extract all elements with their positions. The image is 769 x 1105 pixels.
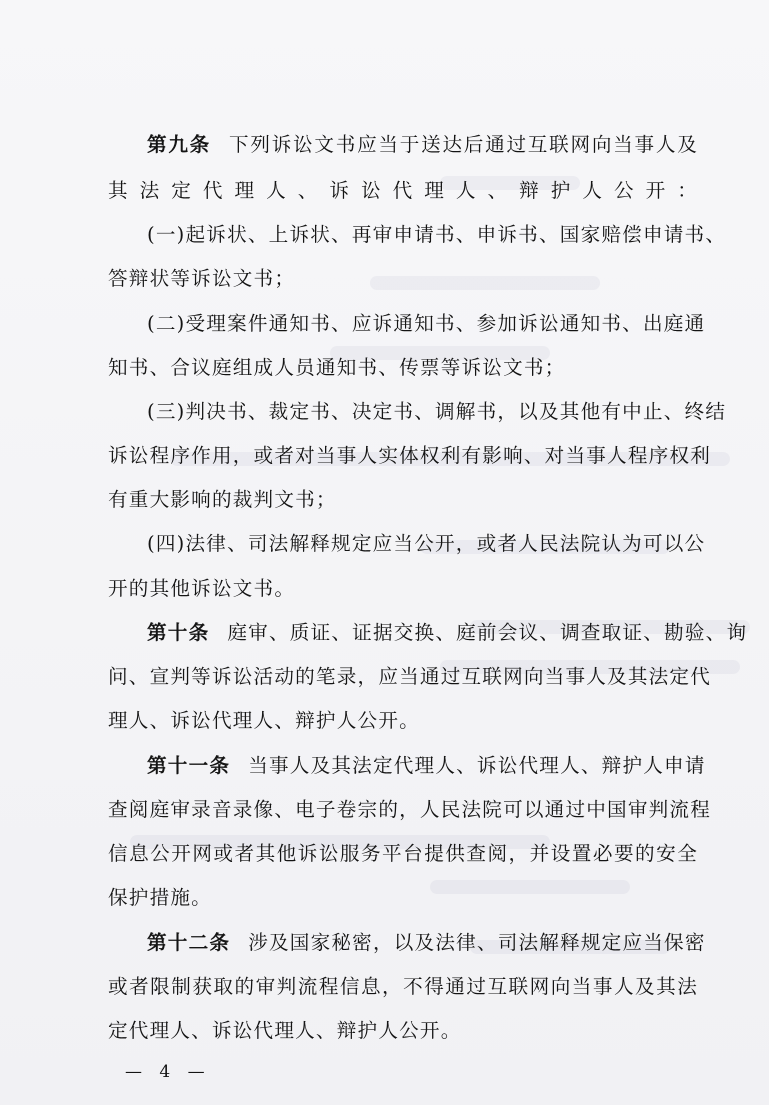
article-11-first-line — [147, 752, 706, 780]
article-11-text: 当事人及其法定代理人、诉讼代理人、辩护人申请 — [248, 754, 706, 777]
article-9-item-4-cont: 开的其他诉讼文书。 — [108, 577, 296, 600]
article-9-first-line — [147, 131, 698, 159]
article-9-item-3-cont: 诉讼程序作用，或者对当事人实体权利有影响、对当事人程序权利 — [108, 444, 712, 467]
page-number: — 4 — — [125, 1062, 211, 1082]
article-9-item-2-cont: 知书、合议庭组成人员通知书、传票等诉讼文书； — [108, 356, 566, 379]
article-10-line: 问、宣判等诉讼活动的笔录，应当通过互联网向当事人及其法定代 — [108, 665, 712, 688]
article-11-line: 信息公开网或者其他诉讼服务平台提供查阅，并设置必要的安全 — [108, 842, 698, 865]
article-10-text: 庭审、质证、证据交换、庭前会议、调查取证、勘验、询 — [227, 621, 748, 644]
article-9-line: 其法定代理人、诉讼代理人、辩护人公开： — [108, 179, 698, 202]
article-12-heading: 第十二条 — [147, 931, 231, 954]
article-9-item-1: (一)起诉状、上诉状、再审申请书、申诉书、国家赔偿申请书、 — [147, 223, 727, 246]
article-12-text: 涉及国家秘密，以及法律、司法解释规定应当保密 — [248, 931, 706, 954]
article-12-line: 定代理人、诉讼代理人、辩护人公开。 — [108, 1019, 462, 1042]
article-10-heading: 第十条 — [147, 621, 210, 644]
article-10-line: 理人、诉讼代理人、辩护人公开。 — [108, 709, 420, 732]
article-9-text: 下列诉讼文书应当于送达后通过互联网向当事人及 — [229, 133, 698, 156]
article-12-first-line — [147, 929, 706, 957]
article-9-item-4: (四)法律、司法解释规定应当公开，或者人民法院认为可以公 — [147, 532, 706, 555]
article-9-item-3-cont: 有重大影响的裁判文书； — [108, 488, 337, 511]
article-9-item-3: (三)判决书、裁定书、决定书、调解书，以及其他有中止、终结 — [147, 400, 727, 423]
article-11-line: 查阅庭审录音录像、电子卷宗的，人民法院可以通过中国审判流程 — [108, 798, 712, 821]
article-9-heading: 第九条 — [147, 133, 212, 156]
article-9-item-2: (二)受理案件通知书、应诉通知书、参加诉讼通知书、出庭通 — [147, 312, 706, 335]
article-9-item-1-cont: 答辩状等诉讼文书； — [108, 267, 296, 290]
article-11-heading: 第十一条 — [147, 754, 231, 777]
article-10-first-line — [147, 619, 748, 647]
article-12-line: 或者限制获取的审判流程信息，不得通过互联网向当事人及其法 — [108, 975, 698, 998]
article-11-line: 保护措施。 — [108, 886, 212, 909]
